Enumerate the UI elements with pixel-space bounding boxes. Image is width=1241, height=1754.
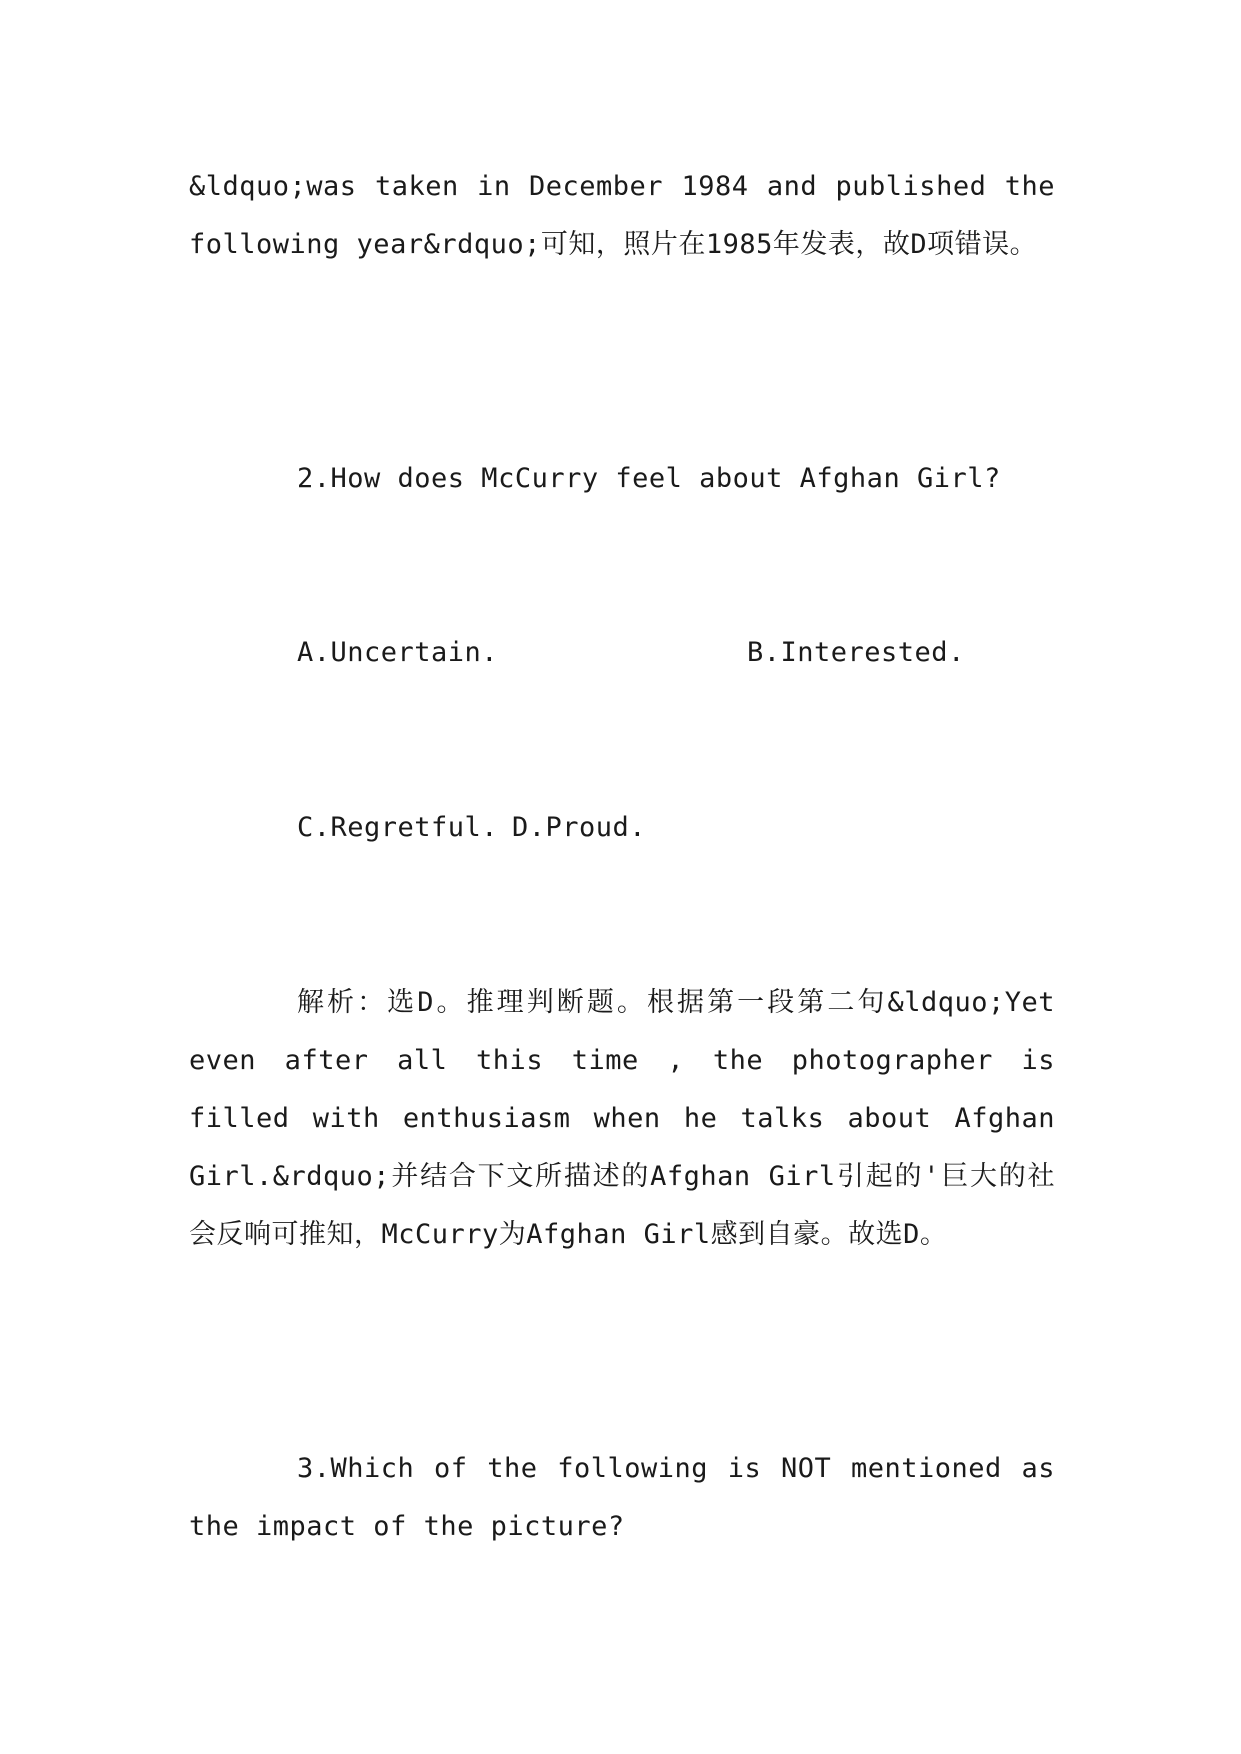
question-3-text: 3.Which of the following is NOT mentioned as the impact of the picture?	[189, 1453, 1055, 1542]
q2-options-row-1	[189, 624, 1055, 682]
analysis-paragraph-q2: 解析：选D。推理判断题。根据第一段第二句&ldquo;Yet even after all this time , the photographer is filled with enthusiasm when he talks about Afghan Girl.&rdquo;并结合下文所描述的Afghan Girl引起的'巨大的社会反响可推知，McCurry为Afghan Girl感到自豪。故选D。	[189, 987, 1055, 1250]
q2-option-c: C.Regretful.	[297, 812, 499, 843]
q2-option-a: A.Uncertain.	[297, 637, 499, 668]
q2-options-row-2	[189, 799, 1055, 857]
question-2-text: 2.How does McCurry feel about Afghan Girl?	[297, 463, 1001, 494]
explanation-paragraph-q1: &ldquo;was taken in December 1984 and published the following year&rdquo;可知，照片在1985年发表，故D项错误。	[189, 171, 1055, 260]
q2-option-b: B.Interested.	[747, 637, 965, 668]
q2-option-d: D.Proud.	[512, 812, 647, 843]
